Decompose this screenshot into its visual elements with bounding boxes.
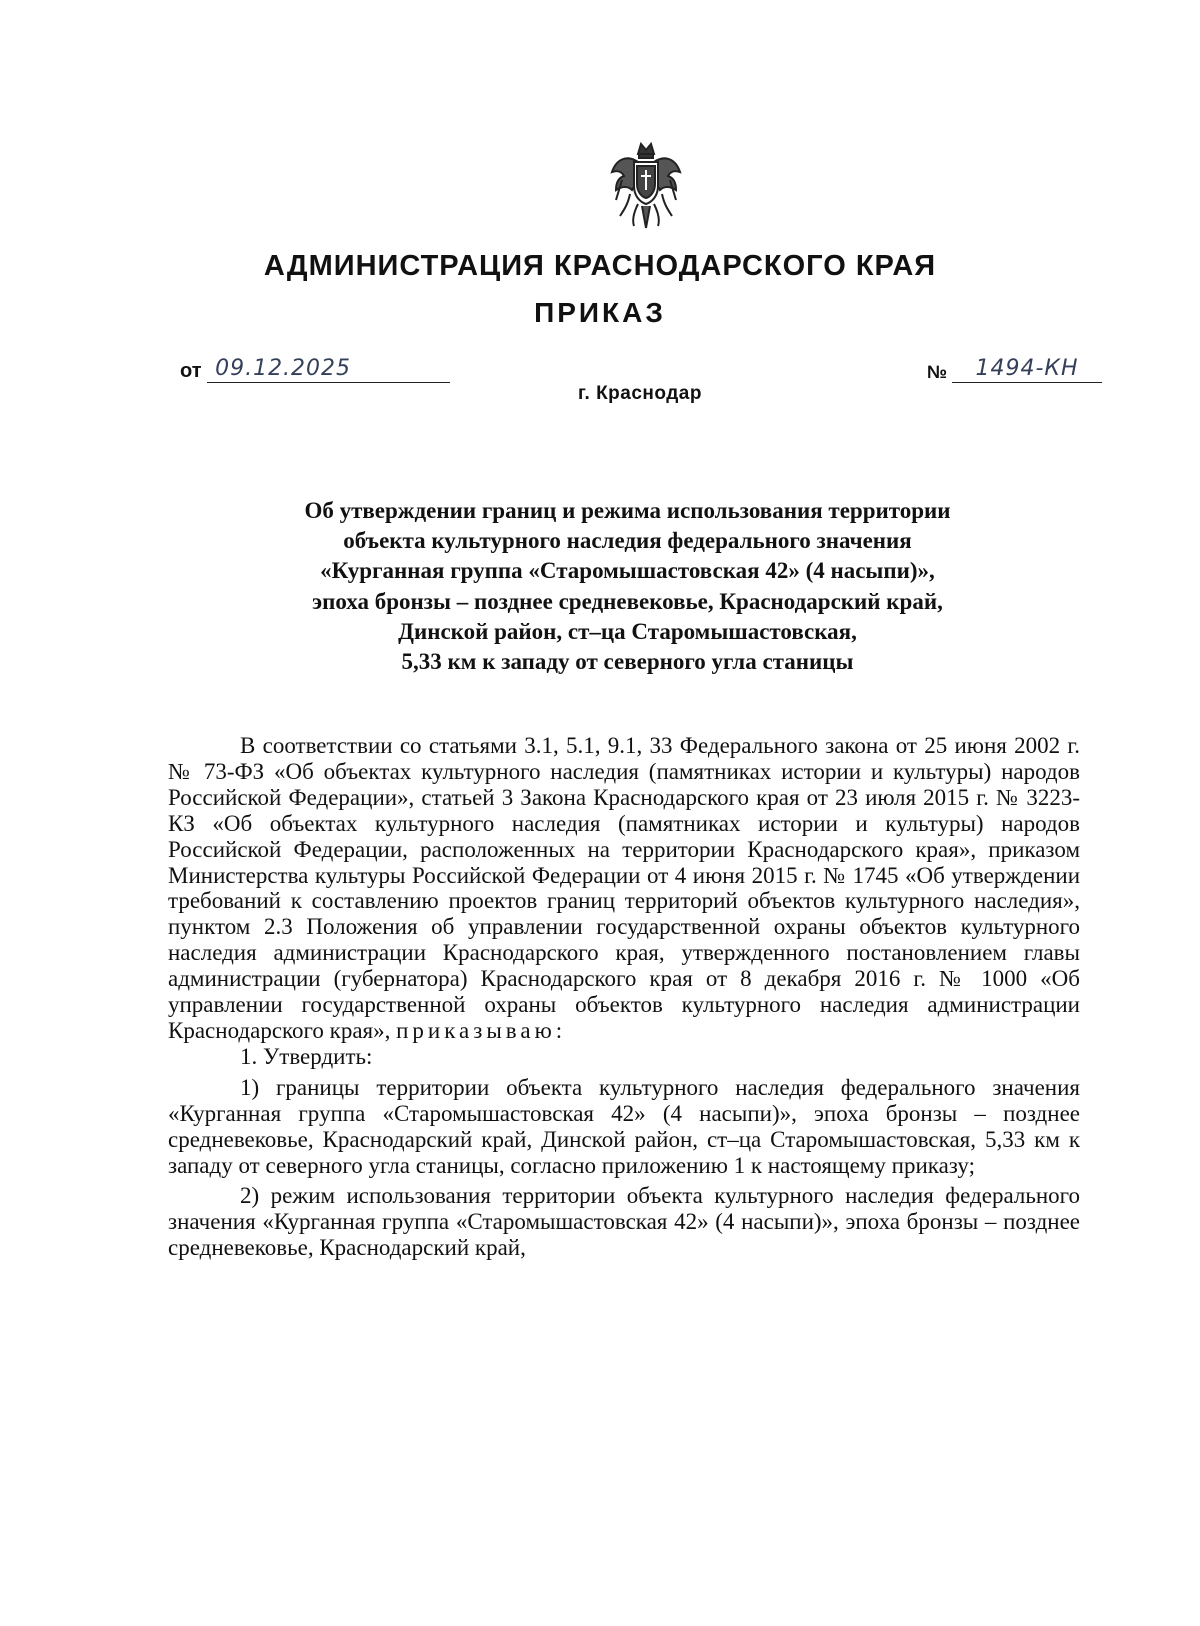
order-word: приказываю:: [396, 1017, 567, 1043]
document-subject: [175, 496, 1080, 677]
subject-line: Об утверждении границ и режима использования территории: [304, 498, 951, 523]
number-prefix: №: [926, 362, 947, 382]
date-value: 09.12.2025: [207, 356, 450, 383]
subject-line: «Курганная группа «Старомышастовская 42» (4 насыпи)»,: [320, 558, 935, 584]
number-field: [927, 356, 1102, 383]
date-field: [180, 356, 450, 383]
preamble-paragraph: [168, 733, 1080, 1044]
preamble-text: В соответствии со статьями 3.1, 5.1, 9.1, 33 Федерального закона от 25 июня 2002 г. № 73-ФЗ «Об объектах культурного наследия (памятниках истории и культуры) народов Российской Федерации», статьей 3 Закона Краснодарского края от 23 июля 2015 г. № 3223-КЗ «Об объектах культурного наследия (памятниках истории и культуры) народов Российской Федерации, расположенных на территории Краснодарского края», приказом Министерства культуры Российской Федерации от 4 июня 2015 г. № 1745 «Об утверждении требований к составлению проектов границ территорий объектов культурного наследия», пунктом 2.3 Положения об управлении государственной охраны объектов культурного наследия администрации Краснодарского края, утвержденного постановлением главы администрации (губернатора) Краснодарского края от 8 декабря 2016 г. № 1000 «Об управлении государственной охраны объектов культурного наследия администрации Краснодарского края»,: [168, 733, 1080, 1043]
subject-line: Динской район, ст–ца Старомышастовская,: [398, 618, 857, 644]
number-value: 1494-КН: [952, 356, 1102, 383]
organization-name: АДМИНИСТРАЦИЯ КРАСНОДАРСКОГО КРАЯ: [263, 250, 937, 282]
document-type: ПРИКАЗ: [534, 297, 666, 328]
subject-line: объекта культурного наследия федерального значения: [343, 528, 912, 554]
document-body: [168, 733, 1080, 1261]
city-line: г. Краснодар: [578, 383, 702, 404]
date-prefix: от: [180, 360, 202, 382]
subject-line: 5,33 км к западу от северного угла станицы: [401, 649, 854, 675]
krasnodar-coat-of-arms-icon: [608, 140, 684, 230]
item-1: 1. Утвердить:: [240, 1043, 373, 1069]
item-1-1: 1) границы территории объекта культурного наследия федерального значения «Курганная группа «Старомышастовская 42» (4 насыпи)», эпоха бронзы – позднее средневековье, Краснодарский край, Динской район, ст–ца Старомышастовская, 5,33 км к западу от северного угла станицы, согласно приложению 1 к настоящему приказу;: [168, 1074, 1080, 1178]
item-1-2: 2) режим использования территории объекта культурного наследия федерального значения «Курганная группа «Старомышастовская 42» (4 насыпи)», эпоха бронзы – позднее средневековье, Краснодарский край,: [168, 1183, 1080, 1261]
subject-line: эпоха бронзы – позднее средневековье, Краснодарский край,: [312, 588, 943, 614]
